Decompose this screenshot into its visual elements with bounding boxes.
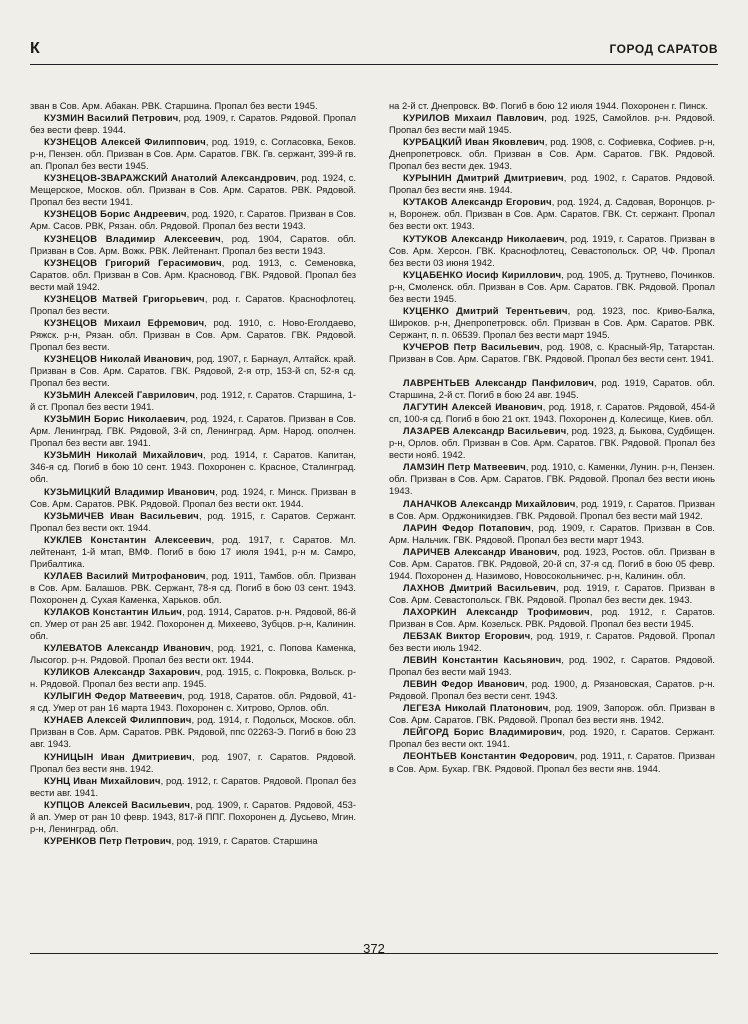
person-entry	[30, 751, 356, 775]
person-details: , род. 1914, г. Саратов. Капитан, 346-я сд. Погиб в бою 10 сент. 1943. Похоронен с. Красное, Сталинград. обл.	[30, 449, 356, 485]
person-name: КУЧЕРОВ Петр Васильевич	[403, 340, 540, 352]
person-entry	[389, 401, 715, 425]
person-details: , род. 1924, г. Минск. Призван в Сов. Арм. Саратов. РВК. Рядовой. Пропал без вести окт. 1944.	[30, 485, 356, 509]
person-entry	[30, 112, 356, 136]
person-entry	[389, 196, 715, 232]
person-name: КУПЦОВ Алексей Васильевич	[44, 798, 191, 810]
person-details: , род. 1924, г. Саратов. Призван в Сов. Арм. Ленинград. ГВК. Рядовой, 3-й сп, Ленинград. Арм. Народ. ополчен. Пропал без вести авг. 1941.	[30, 413, 356, 449]
person-details: , род. 1920, г. Саратов. Призван в Сов. Арм. Сасов. РВК, Рязан. обл. Рядовой. Пропал без вести 1943.	[30, 208, 356, 232]
person-details: , род. 1913, с. Семеновка, Саратов. обл. Призван в Сов. Арм. Красновод. ГВК. Рядовой. Пропал без вести май 1942.	[30, 256, 356, 292]
person-entry	[389, 100, 715, 112]
person-name: ЛАРИЧЕВ Александр Иванович	[403, 545, 558, 557]
person-details: , род. 1923, д. Быкова, Судбищен. р-н, Орлов. обл. Призван в Сов. Арм. Саратов. ГВК. Рядовой. Пропал без вести нояб. 1942.	[389, 425, 715, 461]
person-entry	[389, 425, 715, 461]
person-entry	[30, 666, 356, 690]
person-entry	[389, 341, 715, 365]
page-number: 372	[363, 941, 385, 956]
person-name: КУЗНЕЦОВ Михаил Ефремович	[44, 316, 205, 328]
person-details: , род. 1924, с. Мещерское, Москов. обл. Призван в Сов. Арм. Саратов. РВК. Рядовой. Пропал без вести 1941.	[30, 172, 356, 208]
person-details: , род. 1911, г. Саратов. Призван в Сов. Арм. Бухар. ГВК. Рядовой. Пропал без вести янв. 1944.	[389, 750, 715, 774]
right-column	[389, 100, 715, 940]
header-divider	[30, 64, 718, 65]
person-name: КУЗМИН Василий Петрович	[44, 112, 179, 124]
person-details: , род. 1910, с. Ново-Еголдаево, Ряжск. р-н, Рязан. обл. Призван в Сов. Арм. Саратов. ГВК. Рядовой. Пропал без вести.	[30, 316, 356, 352]
person-details: , род. 1919, с. Согласовка, Беков. р-н, Пензен. обл. Призван в Сов. Арм. Саратов. ГВК. Гв. сержант, 399-й гв. ап. Пропал без вести 1945.	[30, 136, 356, 172]
person-entry	[30, 208, 356, 232]
person-entry	[389, 136, 715, 172]
person-details: , род. 1918, г. Саратов. Рядовой, 454-й сп, 100-я сд. Погиб в бою 21 окт. 1943. Похоронен д. Колесище, Киев. обл.	[389, 401, 715, 425]
person-details: , род. 1915, г. Саратов. Сержант. Пропал без вести окт. 1944.	[30, 509, 356, 533]
person-entry	[30, 449, 356, 485]
person-details: , род. 1904, Саратов. обл. Призван в Сов. Арм. Вожк. РВК. Лейтенант. Пропал без вести 1943.	[30, 232, 356, 256]
person-entry	[30, 389, 356, 413]
person-name: КУЛАЕВ Василий Митрофанович	[44, 569, 206, 581]
person-entry	[389, 233, 715, 269]
person-entry	[389, 112, 715, 136]
person-name: КУТАКОВ Александр Егорович	[403, 196, 552, 208]
person-entry	[30, 233, 356, 257]
person-entry	[30, 413, 356, 449]
person-name: ЛЕБЗАК Виктор Егорович	[403, 630, 531, 642]
person-entry	[30, 775, 356, 799]
person-name: КУЗНЕЦОВ Алексей Филиппович	[44, 136, 206, 148]
person-entry	[30, 510, 356, 534]
person-name: КУЛЕВАТОВ Александр Иванович	[44, 642, 211, 654]
person-entry	[30, 486, 356, 510]
person-entry	[30, 317, 356, 353]
person-name: ЛЕЙГОРД Борис Владимирович	[403, 726, 563, 738]
person-details: , род. 1918, Саратов. обл. Рядовой, 41-я сд. Умер от ран 16 марта 1943. Похоронен с. Хитрово, Орлов. обл.	[30, 690, 356, 714]
person-name: КУЗНЕЦОВ Николай Иванович	[44, 352, 192, 364]
person-entry	[389, 654, 715, 678]
person-entry	[30, 353, 356, 389]
person-details: , род. 1907, г. Саратов. Рядовой. Пропал без вести янв. 1942.	[30, 750, 356, 774]
person-details: , род. 1917, г. Саратов. Мл. лейтенант, 1-й мтап, ВМФ. Погиб в бою 17 июля 1941, р-н м. Самро, Прибалтика.	[30, 533, 356, 569]
city-title: ГОРОД САРАТОВ	[609, 42, 718, 56]
person-name: КУНАЕВ Алексей Филиппович	[44, 714, 192, 726]
person-entry	[30, 714, 356, 750]
person-name: ЛЕГЕЗА Николай Платонович	[403, 702, 549, 714]
person-details: , род. 1908, с. Красный-Яр, Татарстан. Призван в Сов. Арм. Саратов. ГВК. Рядовой. Пропал без вести сент. 1941.	[389, 340, 715, 364]
person-name: КУНЦ Иван Михайлович	[44, 774, 161, 786]
person-entry	[30, 835, 356, 847]
person-details: , род. 1905, д. Трутнево, Починков. р-н, Смоленск. обл. Призван в Сов. Арм. Саратов. ГВК. Рядовой. Пропал без вести 1945.	[389, 268, 715, 304]
person-entry	[389, 630, 715, 654]
person-entry	[389, 702, 715, 726]
person-name: ЛАМЗИН Петр Матвеевич	[403, 461, 526, 473]
person-details: , род. 1923, пос. Криво-Балка, Широков. р-н, Днепропетровск. обл. Призван в Сов. Арм. Саратов. РВК. Сержант, п. п. 06539. Пропал без вести март 1945.	[389, 304, 715, 340]
person-name: КУЗЬМИН Николай Михайлович	[44, 449, 204, 461]
person-details: , род. 1921, с. Попова Каменка, Лысогор. р-н. Рядовой. Пропал без вести окт. 1944.	[30, 642, 356, 666]
person-entry	[30, 690, 356, 714]
person-details: , род. 1914, Саратов. р-н. Рядовой, 86-й сп. Умер от ран 25 авг. 1942. Похоронен д. Михеево, Зубцов. р-н, Калинин. обл.	[30, 605, 356, 642]
person-details: , род. 1909, г. Саратов. Призван в Сов. Арм. Нальчик. ГВК. Рядовой. Пропал без вести март 1943.	[389, 521, 715, 545]
section-gap	[389, 365, 715, 377]
person-name: КУЗНЕЦОВ Григорий Герасимович	[44, 256, 222, 268]
person-entry	[389, 269, 715, 305]
person-name: ЛАХНОВ Дмитрий Васильевич	[403, 581, 557, 593]
person-name: КУЗНЕЦОВ Борис Андреевич	[44, 208, 187, 220]
person-entry	[30, 100, 356, 112]
person-name: ЛАЗАРЕВ Александр Васильевич	[403, 425, 567, 437]
person-name: КУРЕНКОВ Петр Петрович	[44, 834, 172, 846]
person-name: ЛАГУТИН Алексей Иванович	[403, 401, 543, 413]
person-entry	[30, 606, 356, 642]
person-entry	[389, 522, 715, 546]
person-details: , род. 1912, г. Саратов. Рядовой. Пропал без вести авг. 1941.	[30, 774, 356, 798]
person-name: КУЦЕНКО Дмитрий Терентьевич	[403, 304, 568, 316]
person-name: КУЛИКОВ Александр Захарович	[44, 666, 201, 678]
person-entry	[30, 172, 356, 208]
person-name: КУНИЦЫН Иван Дмитриевич	[44, 750, 192, 762]
person-name: ЛЕВИН Федор Иванович	[403, 678, 525, 690]
person-name: КУРИЛОВ Михаил Павлович	[403, 112, 545, 124]
person-entry	[30, 534, 356, 570]
person-entry	[30, 799, 356, 835]
person-details: , род. 1925, Самойлов. р-н. Рядовой. Пропал без вести май 1945.	[389, 112, 715, 136]
person-details: , род. 1919, г. Саратов. Призван в Сов. Арм. Севастопольск. ГВК. Рядовой. Пропал без вести дек. 1943.	[389, 581, 715, 605]
person-name: КУЗЬМИН Борис Николаевич	[44, 413, 186, 425]
person-name: ЛЕВИН Константин Касьянович	[403, 654, 562, 666]
person-details: , род. 1919, г. Саратов. Призван в Сов. Арм. Орджоникидзев. ГВК. Рядовой. Пропал без вести май 1942.	[389, 497, 715, 521]
person-details: , род. 1907, г. Барнаул, Алтайск. край. Призван в Сов. Арм. Саратов. ГВК. Рядовой, 2-я отр, 153-й сп, 52-я сд. Пропал без вести.	[30, 352, 356, 389]
section-letter: К	[30, 40, 40, 57]
person-details: , род. 1910, с. Каменки, Лунин. р-н, Пензен. обл. Призван в Сов. Арм. Саратов. ГВК. Рядовой. Пропал без вести июнь 1943.	[389, 461, 715, 497]
person-details: , род. 1919, г. Саратов. Старшина	[171, 834, 318, 846]
person-entry	[389, 498, 715, 522]
person-details: , род. 1919, г. Саратов. Призван в Сов. Арм. Херсон. ГВК. Краснофлотец, Севастопольск. ОР, ЧФ. Пропал без вести 03 июня 1942.	[389, 232, 715, 268]
person-details: , род. 1914, г. Подольск, Москов. обл. Призван в Сов. Арм. Саратов. РВК. Рядовой, ппс 02263-Э. Погиб в бою 23 авг. 1943.	[30, 714, 356, 750]
person-details: , род. г. Саратов. Краснофлотец. Пропал без вести.	[30, 292, 356, 316]
person-name: КУТУКОВ Александр Николаевич	[403, 232, 565, 244]
left-column	[30, 100, 356, 940]
person-name: КУЛАКОВ Константин Ильич	[44, 605, 183, 617]
person-entry	[30, 642, 356, 666]
person-entry	[389, 750, 715, 774]
person-details: , род. 1909, г. Саратов. Рядовой, 453-й ап. Умер от ран 10 февр. 1943, 817-й ППГ. Похоронен д. Дусьево, Мгин. р-н, Ленинград. обл.	[30, 798, 356, 834]
person-name: КУРЫНИН Дмитрий Дмитриевич	[403, 172, 564, 184]
person-details: , род. 1915, с. Покровка, Вольск. р-н. Рядовой. Пропал без вести апр. 1945.	[30, 666, 356, 690]
person-entry	[389, 582, 715, 606]
person-entry	[389, 546, 715, 582]
person-entry	[389, 461, 715, 497]
person-name: КУЗЬМИН Алексей Гаврилович	[44, 389, 196, 401]
person-details: , род. 1909, Запорож. обл. Призван в Сов. Арм. Саратов. ГВК. Рядовой. Пропал без вести янв. 1942.	[389, 702, 715, 726]
person-name: ЛАНАЧКОВ Александр Михайлович	[403, 497, 576, 509]
person-details: , род. 1919, Саратов. обл. Старшина, 2-й ст. Погиб в бою 24 авг. 1945.	[389, 377, 715, 401]
person-name: КУЗНЕЦОВ Владимир Алексеевич	[44, 232, 221, 244]
person-name: КУЗНЕЦОВ Матвей Григорьевич	[44, 292, 205, 304]
person-name: КУЛЫГИН Федор Матвеевич	[44, 690, 183, 702]
person-entry	[389, 726, 715, 750]
person-name: КУЗЬМИЧЕВ Иван Васильевич	[44, 509, 199, 521]
person-entry	[30, 257, 356, 293]
person-name: ЛЕОНТЬЕВ Константин Федорович	[403, 750, 575, 762]
person-details: , род. 1902, г. Саратов. Рядовой. Пропал без вести май 1943.	[389, 654, 715, 678]
person-name: КУЦАБЕНКО Иосиф Кириллович	[403, 268, 562, 280]
person-details: , род. 1912, г. Саратов. Призван в Сов. Арм. Козельск. РВК. Рядовой. Пропал без вести 1945.	[389, 605, 715, 629]
person-entry	[30, 136, 356, 172]
person-entry	[30, 570, 356, 606]
person-name: ЛАХОРКИН Александр Трофимович	[403, 605, 590, 617]
person-entry	[389, 606, 715, 630]
person-name: ЛАВРЕНТЬЕВ Александр Панфилович	[403, 377, 595, 389]
person-details: , род. 1911, Тамбов. обл. Призван в Сов. Арм. Балашов. РВК. Сержант, 78-я сд. Погиб в бою 03 сент. 1943. Похоронен д. Сухая Каменка, Харьков. обл.	[30, 569, 356, 605]
person-details: , род. 1919, г. Саратов. Рядовой. Пропал без вести июль 1942.	[389, 630, 715, 654]
person-entry	[389, 172, 715, 196]
person-name: КУРБАЦКИЙ Иван Яковлевич	[403, 136, 545, 148]
person-entry	[30, 293, 356, 317]
person-details: зван в Сов. Арм. Абакан. РВК. Старшина. Пропал без вести 1945.	[30, 100, 318, 111]
person-details: , род. 1908, с. Софиевка, Софиев. р-н, Днепропетровск. обл. Призван в Сов. Арм. Саратов. ГВК. Рядовой. Пропал без вести дек. 1943.	[389, 136, 715, 172]
person-details: , род. 1900, д. Рязановская, Саратов. р-н. Рядовой. Пропал без вести сент. 1943.	[389, 678, 715, 702]
person-name: КУЗНЕЦОВ-ЗВАРАЖСКИЙ Анатолий Александрович	[44, 172, 297, 184]
person-entry	[389, 678, 715, 702]
person-entry	[389, 377, 715, 401]
person-details: , род. 1909, г. Саратов. Рядовой. Пропал без вести февр. 1944.	[30, 112, 356, 136]
person-entry	[389, 305, 715, 341]
person-details: , род. 1912, г. Саратов. Старшина, 1-й ст. Пропал без вести 1941.	[30, 389, 356, 413]
person-details: , род. 1924, д. Садовая, Воронцов. р-н, Воронеж. обл. Призван в Сов. Арм. Саратов. ГВК. Ст. сержант. Пропал без вести окт. 1943.	[389, 196, 715, 232]
person-details: , род. 1902, г. Саратов. Рядовой. Пропал без вести янв. 1944.	[389, 172, 715, 196]
person-name: КУЗЬМИЦКИЙ Владимир Иванович	[44, 485, 216, 497]
page-header	[30, 40, 718, 62]
person-name: ЛАРИН Федор Потапович	[403, 521, 532, 533]
person-name: КУКЛЕВ Константин Алексеевич	[44, 533, 212, 545]
person-details: , род. 1920, г. Саратов. Сержант. Пропал без вести окт. 1941.	[389, 726, 715, 750]
person-details: , род. 1923, Ростов. обл. Призван в Сов. Арм. Саратов. ГВК. Рядовой, 20-й сп, 37-я сд. Погиб в бою 05 февр. 1944. Похоронен д. Назимово, Новосокольничес. р-н, Калинин. обл.	[389, 545, 715, 581]
footer-divider	[30, 953, 718, 954]
person-details: на 2-й ст. Днепровск. ВФ. Погиб в бою 12 июля 1944. Похоронен г. Пинск.	[389, 100, 708, 111]
